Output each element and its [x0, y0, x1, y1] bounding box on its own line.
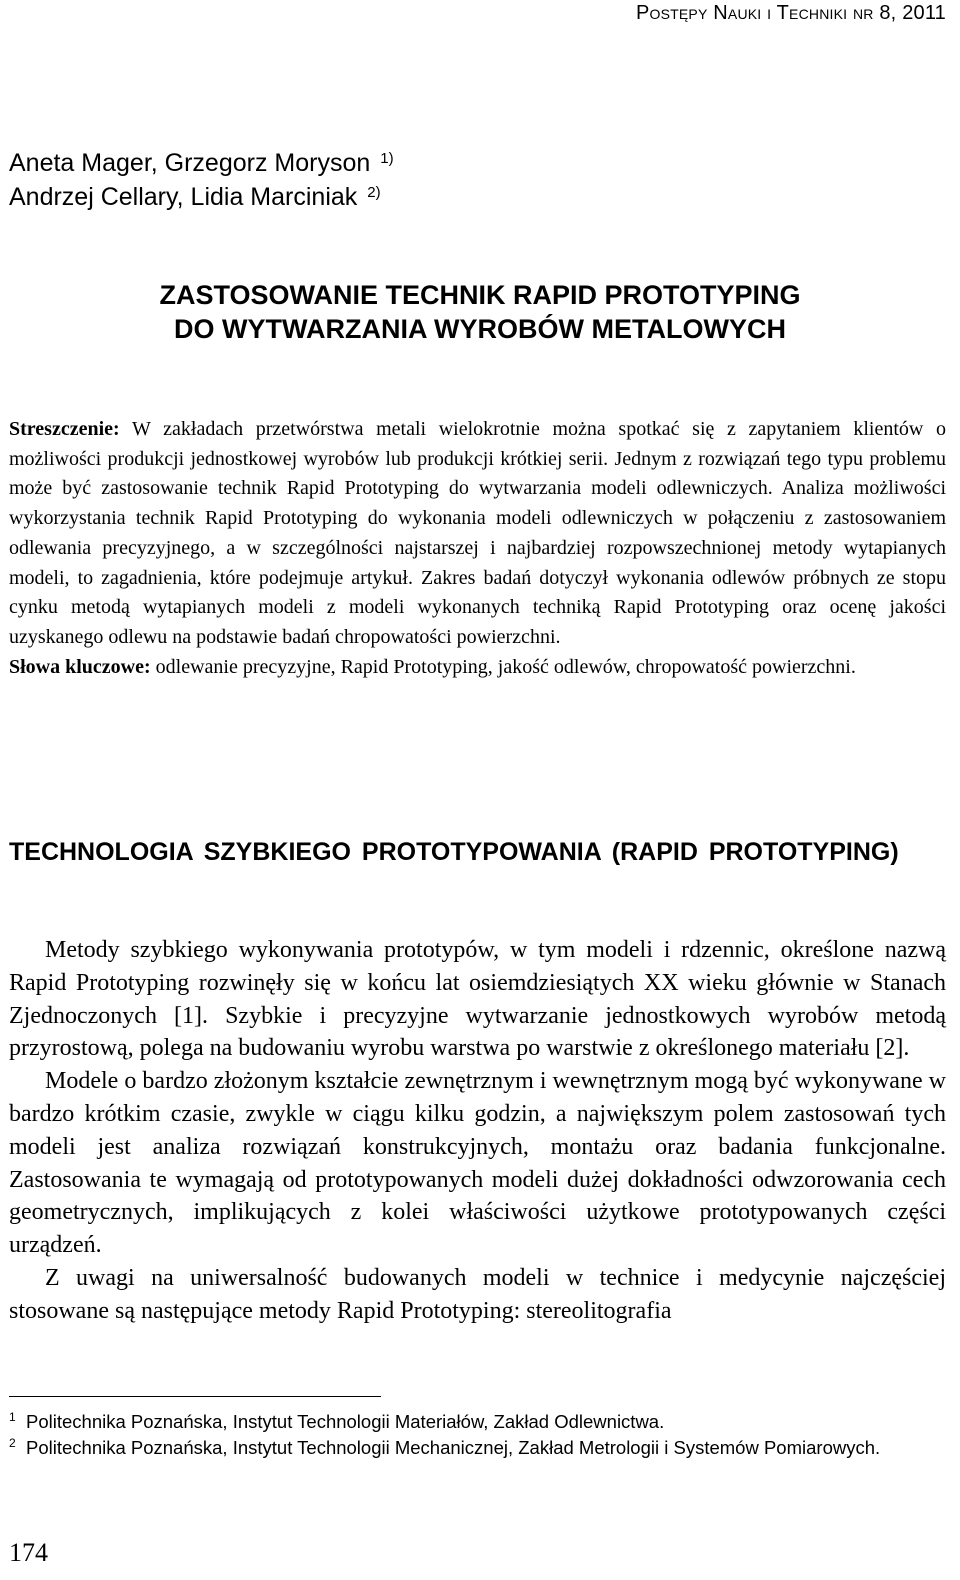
article-title — [0, 278, 960, 346]
authors-group-1: Aneta Mager, Grzegorz Moryson — [9, 149, 371, 177]
footnote-2 — [9, 1435, 946, 1461]
abstract-label: Streszczenie: — [9, 418, 120, 440]
affiliation-mark-1: 1) — [380, 150, 394, 167]
footnote-text-2: Politechnika Poznańska, Instytut Technologii Mechanicznej, Zakład Metrologii i Systemów Pomiarowych. — [26, 1437, 881, 1458]
footnote-number-2: 2 — [9, 1436, 16, 1450]
author-line-2 — [9, 180, 394, 214]
affiliation-mark-2: 2) — [367, 184, 381, 201]
body-paragraph-2: Modele o bardzo złożonym kształcie zewnętrznym i wewnętrznym mogą być wykonywane w bardzo krótkim czasie, zwykle w ciągu kilku godzin, a największym polem zastosowań tych modeli jest analiza rozwiązań konstrukcyjnych, montażu oraz badania funkcjonalne. Zastosowania te wymagają od prototypowanych modeli dużej dokładności odwzorowania cech geometrycznych, implikujących z kolei właściwości użytkowe prototypowanych części urządzeń. — [9, 1068, 946, 1259]
footnote-number-1: 1 — [9, 1410, 16, 1424]
page-number: 174 — [9, 1538, 48, 1567]
title-line-1: ZASTOSOWANIE TECHNIK RAPID PROTOTYPING — [159, 280, 801, 310]
abstract-paragraph — [9, 415, 946, 653]
section-heading: TECHNOLOGIA SZYBKIEGO PROTOTYPOWANIA (RAPID PROTOTYPING) — [9, 838, 899, 866]
footnote-1 — [9, 1409, 946, 1435]
keywords-text: odlewanie precyzyjne, Rapid Prototyping, jakość odlewów, chropowatość powierzchni. — [155, 655, 856, 678]
running-head: Postępy Nauki i Techniki nr 8, 2011 — [635, 2, 946, 24]
author-block — [9, 146, 394, 214]
keywords-label: Słowa kluczowe: — [9, 655, 151, 678]
title-line-2: DO WYTWARZANIA WYROBÓW METALOWYCH — [174, 314, 786, 344]
abstract — [9, 415, 946, 682]
keywords-paragraph — [9, 653, 946, 683]
body-paragraph-1: Metody szybkiego wykonywania prototypów, w tym modeli i rdzennic, określone nazwą Rapid Prototyping rozwinęły się w końcu lat osiemdziesiątych XX wieku głównie w Stanach Zjednoczonych [1]. Szybkie i precyzyjne wytwarzanie jednostkowych wyrobów metodą przyrostową, polega na budowaniu wyrobu warstwa po warstwie z określonego materiału [2]. — [9, 937, 946, 1062]
body-paragraph-3: Z uwagi na uniwersalność budowanych modeli w technice i medycynie najczęściej stosowane są następujące metody Rapid Prototyping: stereolitografia — [9, 1264, 946, 1324]
footnote-text-1: Politechnika Poznańska, Instytut Technologii Materiałów, Zakład Odlewnictwa. — [26, 1411, 665, 1432]
abstract-text: W zakładach przetwórstwa metali wielokrotnie można spotkać się z zapytaniem klientów o możliwości produkcji jednostkowej wyrobów lub produkcji krótkiej serii. Jednym z rozwiązań tego typu problemu może być zastosowanie technik Rapid Prototyping do wytwarzania modeli odlewniczych. Analiza możliwości wykorzystania technik Rapid Prototyping do wykonania modeli odlewniczych w połączeniu z zastosowaniem odlewania precyzyjnego, a w szczególności najstarszej i najbardziej rozpowszechnionej metody wytapianych modeli, to zagadnienia, które podejmuje artykuł. Zakres badań dotyczył wykonania odlewów próbnych ze stopu cynku metodą wytapianych modeli z modeli wykonanych techniką Rapid Prototyping oraz ocenę jakości uzyskanego odlewu na podstawie badań chropowatości powierzchni. — [9, 418, 947, 648]
footnotes — [9, 1409, 946, 1461]
authors-group-2: Andrzej Cellary, Lidia Marciniak — [9, 183, 358, 211]
body-text — [9, 934, 946, 1328]
footnote-divider — [9, 1396, 381, 1397]
author-line-1 — [9, 146, 394, 180]
